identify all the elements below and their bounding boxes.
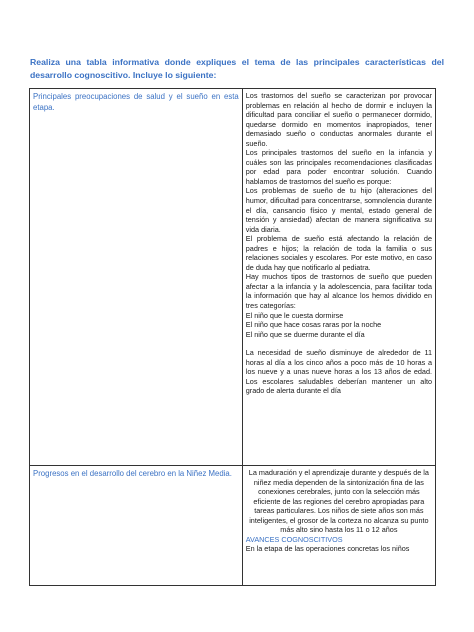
content-cell [242, 466, 435, 586]
paragraph: En la etapa de las operaciones concretas los niños [245, 544, 410, 554]
info-table [29, 88, 436, 586]
table-row [30, 89, 436, 466]
paragraph: Los principales trastornos del sueño en la infancia y cuáles son las principales recomendaciones clasificadas por edad para poder encontrar solución. Cuando hablamos de trastornos del sueño es porque: [245, 148, 432, 186]
section-subheading: AVANCES COGNOSCITIVOS [245, 534, 343, 544]
paragraph: El problema de sueño está afectando la relación de padres e hijos; la relación de toda la familia o sus relaciones sociales y escolares. Por este motivo, en caso de duda hay que notificarlo al pediatra. [245, 234, 432, 272]
table-row [30, 466, 436, 586]
content-cell [242, 89, 435, 466]
list-item: El niño que hace cosas raras por la noche [245, 320, 382, 330]
paragraph: Hay muchos tipos de trastornos de sueño que pueden afectar a la infancia y la adolescencia, para facilitar toda la información que hay al alcance los hemos dividido en tres categorías: [245, 272, 432, 311]
topic-cell [30, 89, 243, 466]
list-item: El niño que se duerme durante el día [245, 329, 365, 339]
paragraph: La maduración y el aprendizaje durante y después de la niñez media dependen de la sintonización fina de las conexiones cerebrales, junto con la selección más eficiente de las regiones del cerebro apropiadas para tareas particulares. Los niños de siete años son más inteligentes, el grosor de la corteza no alcanza su punto más alto sino hasta los 11 o 12 años [248, 468, 429, 535]
topic-cell [30, 466, 243, 586]
instructions-heading: Realiza una tabla informativa donde expliques el tema de las principales características del desarrollo cognoscitivo. Incluye lo siguiente: [30, 57, 444, 80]
list-item: El niño que le cuesta dormirse [245, 310, 344, 320]
paragraph: Los trastornos del sueño se caracterizan por provocar problemas en relación al hecho de dormir e incluyen la dificultad para conciliar el sueño o permanecer dormido, quedarse dormido en momentos inapropiados, tener demasiado sueño o conductas anormales durante el sueño. [245, 91, 432, 148]
paragraph: Los problemas de sueño de tu hijo (alteraciones del humor, dificultad para concentrarse, somnolencia durante el día, cansancio físico y mental, estado general de tensión y ansiedad) afectan de manera significativa su vida diaria. [245, 186, 432, 234]
topic-label-health-sleep: Principales preocupaciones de salud y el sueño en esta etapa. [33, 92, 239, 112]
paragraph: La necesidad de sueño disminuye de alrededor de 11 horas al día a los cinco años a poco más de 10 horas a los nueve y a unas nueve horas a los 13 años de edad. Los escolares saludables deberían mantener un alto grado de alerta durante el día [245, 348, 432, 396]
spacer [246, 339, 432, 348]
topic-label-brain-development: Progresos en el desarrollo del cerebro en la Niñez Media. [33, 469, 232, 478]
